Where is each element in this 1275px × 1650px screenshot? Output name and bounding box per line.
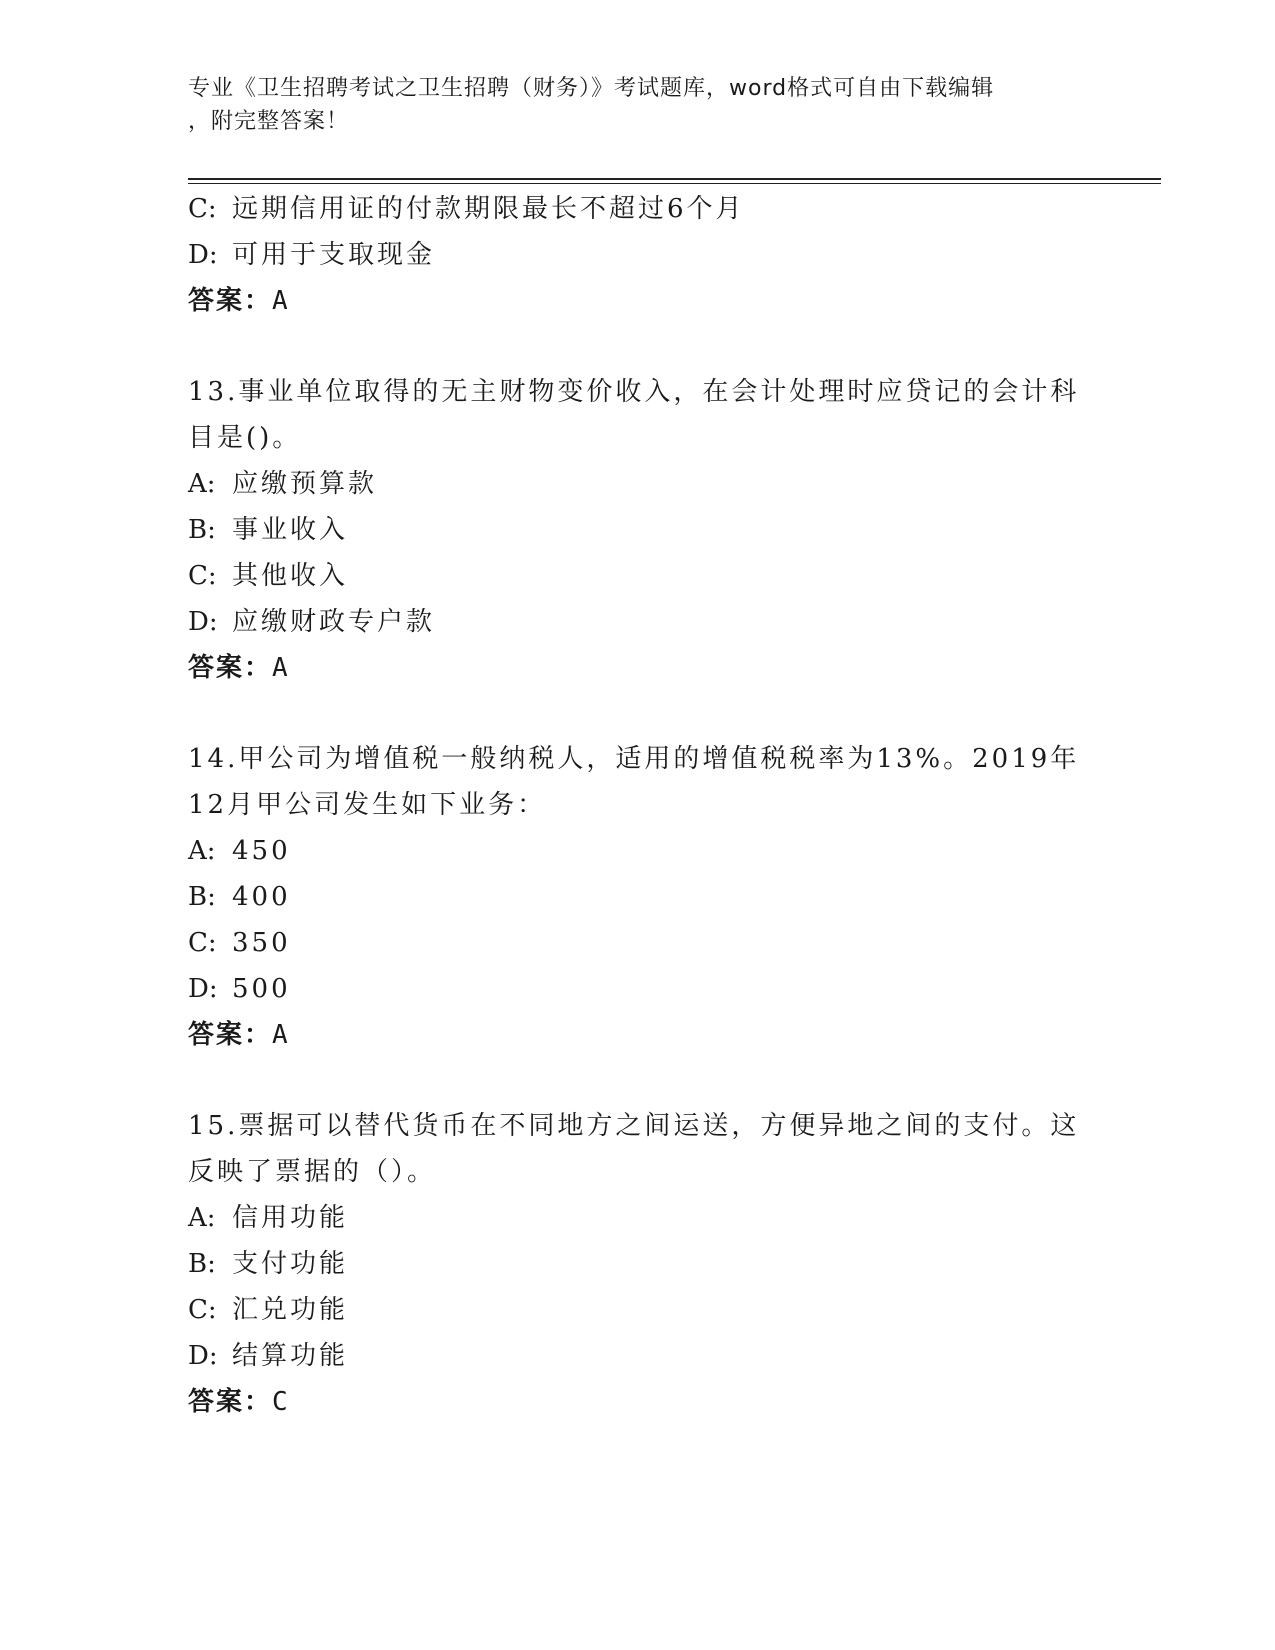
option-text: 可用于支取现金 xyxy=(232,240,436,270)
option-letter: D: xyxy=(188,974,218,1004)
option-letter: C: xyxy=(188,928,217,958)
header-line-1: 专业《卫生招聘考试之卫生招聘（财务）》考试题库，word格式可自由下载编辑 xyxy=(188,76,995,101)
answer-label: 答案： xyxy=(188,286,273,316)
option-a xyxy=(188,828,1088,874)
option-letter: D: xyxy=(188,240,218,270)
option-b xyxy=(188,874,1088,920)
question-stem-line-2: 12月甲公司发生如下业务： xyxy=(188,790,547,820)
option-letter: C: xyxy=(188,1295,217,1325)
option-b xyxy=(188,507,1088,553)
option-letter: B: xyxy=(188,515,216,545)
option-text: 450 xyxy=(232,836,291,866)
question-stem-line-1: 15.票据可以替代货币在不同地方之间运送，方便异地之间的支付。这 xyxy=(188,1111,1080,1141)
question-14 xyxy=(188,736,1088,1058)
option-d xyxy=(188,1333,1088,1379)
answer-line xyxy=(188,645,1088,691)
spacer xyxy=(188,691,1088,736)
header-rule-thick xyxy=(188,178,1161,180)
option-letter: A: xyxy=(188,469,216,499)
option-letter: B: xyxy=(188,1249,216,1279)
question-12-tail xyxy=(188,186,1088,324)
option-letter: D: xyxy=(188,607,218,637)
question-13 xyxy=(188,369,1088,691)
option-c xyxy=(188,553,1088,599)
option-letter: B: xyxy=(188,882,216,912)
question-stem-line-1: 13.事业单位取得的无主财物变价收入，在会计处理时应贷记的会计科 xyxy=(188,377,1080,407)
option-text: 信用功能 xyxy=(232,1203,349,1233)
document-header xyxy=(188,72,1088,138)
header-rule-thin xyxy=(188,183,1161,184)
option-text: 其他收入 xyxy=(232,561,349,591)
option-text: 汇兑功能 xyxy=(232,1295,349,1325)
option-letter: D: xyxy=(188,1341,218,1371)
answer-value: C xyxy=(272,1387,290,1417)
spacer xyxy=(188,324,1088,369)
option-c xyxy=(188,920,1088,966)
option-text: 结算功能 xyxy=(232,1341,349,1371)
header-line-2: ，附完整答案！ xyxy=(188,109,350,134)
option-text: 应缴财政专户款 xyxy=(232,607,436,637)
option-a xyxy=(188,1195,1088,1241)
option-c xyxy=(188,186,1088,232)
option-d xyxy=(188,599,1088,645)
option-letter: A: xyxy=(188,836,216,866)
option-d xyxy=(188,232,1088,278)
option-c xyxy=(188,1287,1088,1333)
question-15 xyxy=(188,1103,1088,1425)
option-a xyxy=(188,461,1088,507)
option-text: 远期信用证的付款期限最长不超过6个月 xyxy=(232,194,745,224)
option-text: 应缴预算款 xyxy=(232,469,378,499)
answer-label: 答案： xyxy=(188,653,273,683)
answer-label: 答案： xyxy=(188,1020,273,1050)
answer-line xyxy=(188,1012,1088,1058)
answer-value: A xyxy=(272,286,290,316)
option-text: 事业收入 xyxy=(232,515,349,545)
answer-value: A xyxy=(272,1020,290,1050)
option-letter: C: xyxy=(188,561,217,591)
option-d xyxy=(188,966,1088,1012)
answer-value: A xyxy=(272,653,290,683)
option-letter: A: xyxy=(188,1203,216,1233)
option-b xyxy=(188,1241,1088,1287)
option-text: 500 xyxy=(232,974,291,1004)
option-text: 支付功能 xyxy=(232,1249,349,1279)
question-stem-line-2: 反映了票据的（）。 xyxy=(188,1157,437,1187)
question-stem-line-1: 14.甲公司为增值税一般纳税人，适用的增值税税率为13%。2019年 xyxy=(188,744,1080,774)
answer-label: 答案： xyxy=(188,1387,273,1417)
answer-line xyxy=(188,278,1088,324)
option-letter: C: xyxy=(188,194,217,224)
option-text: 400 xyxy=(232,882,291,912)
option-text: 350 xyxy=(232,928,291,958)
answer-line xyxy=(188,1379,1088,1425)
spacer xyxy=(188,1058,1088,1103)
question-list xyxy=(188,186,1088,1425)
question-stem-line-2: 目是()。 xyxy=(188,423,302,453)
